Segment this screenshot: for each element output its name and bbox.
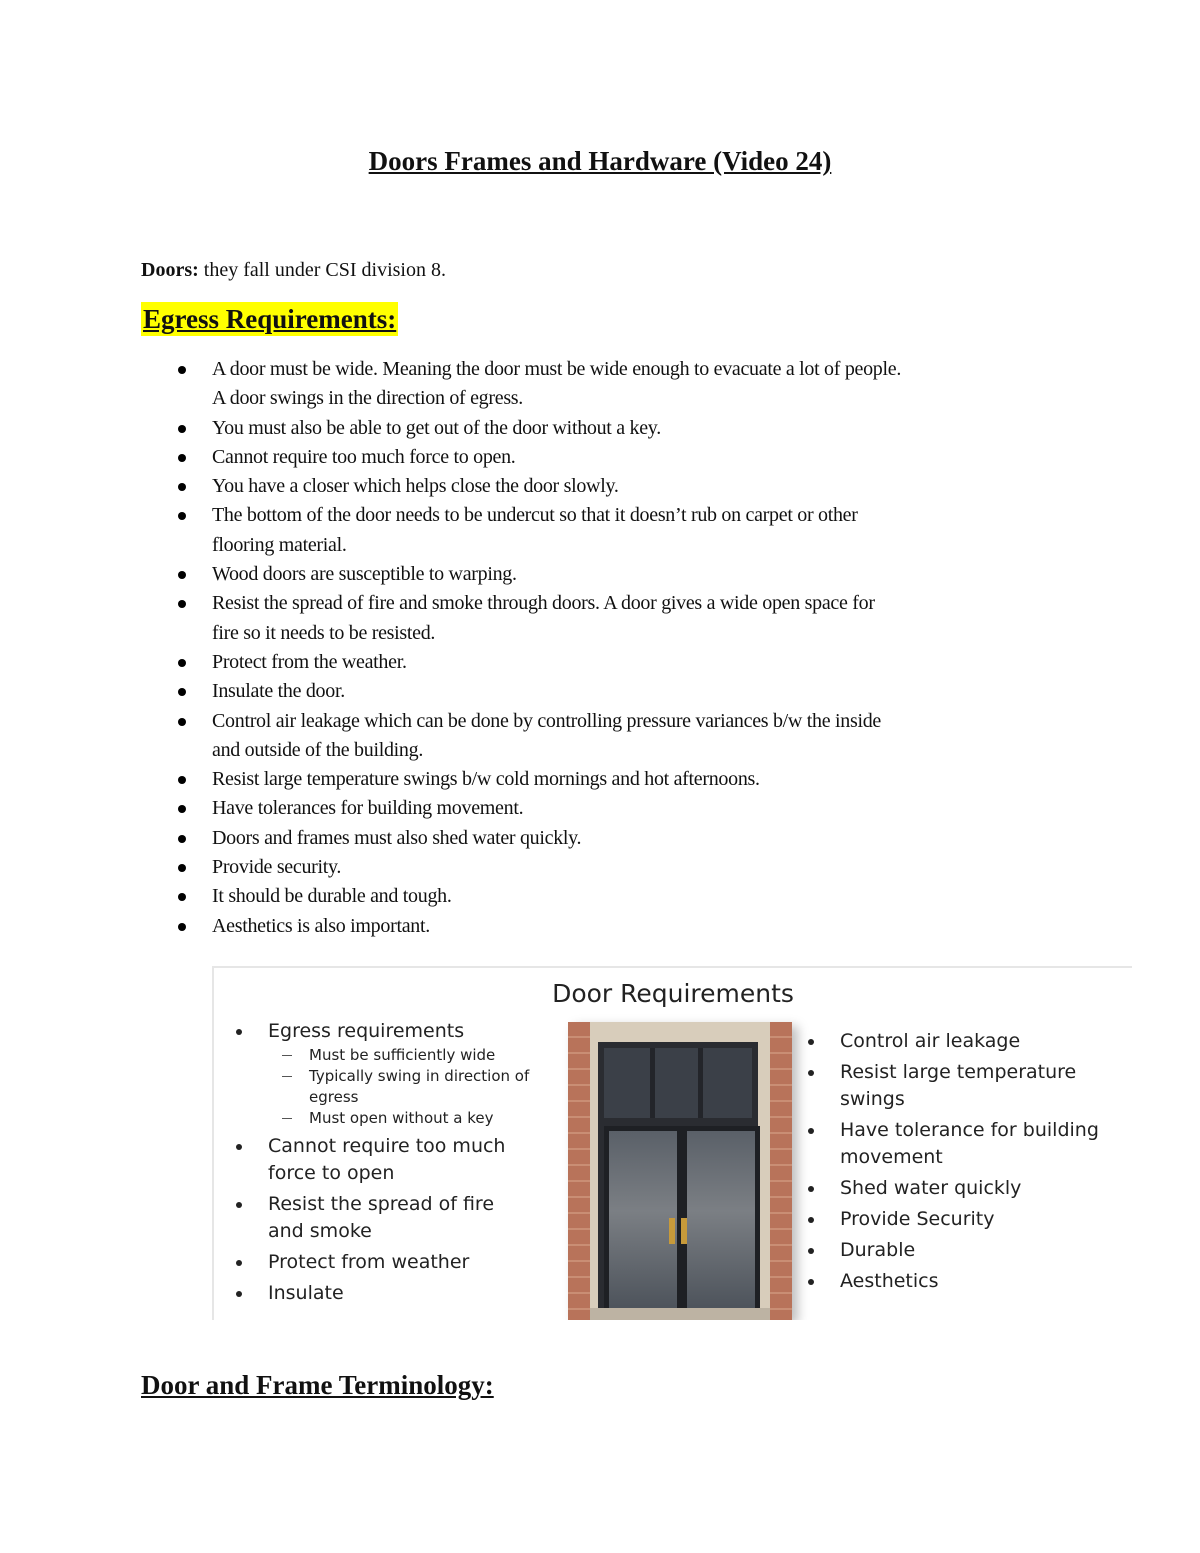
bullet-text: It should be durable and tough. [212, 885, 452, 908]
slide-bullet-item [804, 1237, 1124, 1264]
egress-bullet-item [178, 472, 1058, 501]
bullet-text: Doors and frames must also shed water quickly. [212, 826, 582, 849]
egress-bullet-item [178, 707, 1058, 766]
slide-sub-item [268, 1066, 572, 1108]
bullet-dot-icon [178, 512, 186, 520]
bullet-text: force to open [268, 1162, 395, 1184]
egress-bullet-list [178, 355, 1058, 941]
bullet-text: fire so it needs to be resisted. [212, 621, 436, 644]
slide-bullet-item [804, 1117, 1124, 1171]
slide-title: Door Requirements [552, 979, 794, 1008]
bullet-text: The bottom of the door needs to be undercut so that it doesn’t rub on carpet or other [212, 504, 858, 527]
bullet-dot-icon [178, 893, 186, 901]
bullet-dot-icon [178, 688, 186, 696]
bullet-dot-icon [178, 600, 186, 608]
bullet-text: Control air leakage [840, 1030, 1021, 1052]
bullet-text: movement [840, 1146, 943, 1168]
bullet-text: Protect from weather [268, 1251, 470, 1273]
bullet-text: You must also be able to get out of the door without a key. [212, 416, 661, 439]
egress-bullet-item [178, 443, 1058, 472]
bullet-dot-icon [178, 366, 186, 374]
doors-label: Doors: [141, 259, 199, 281]
bullet-text: A door must be wide. Meaning the door must be wide enough to evacuate a lot of people. [212, 358, 902, 380]
bullet-text: Provide Security [840, 1208, 995, 1230]
bullet-text: Aesthetics [840, 1270, 939, 1292]
door-step [590, 1308, 770, 1320]
bullet-dot-icon [178, 835, 186, 843]
bullet-text: Provide security. [212, 856, 342, 879]
dash-icon [282, 1118, 292, 1119]
slide-sub-item [268, 1045, 572, 1066]
bullet-dot-icon [178, 776, 186, 784]
slide-left-list [232, 1018, 572, 1311]
egress-bullet-item [178, 677, 1058, 706]
bullet-dot-icon [178, 454, 186, 462]
bullet-dot-icon [178, 718, 186, 726]
bullet-text: Insulate the door. [212, 680, 345, 703]
bullet-dot-icon [236, 1144, 242, 1150]
bullet-dot-icon [808, 1279, 814, 1285]
double-door-photo [568, 1022, 792, 1320]
bullet-text: You have a closer which helps close the door slowly. [212, 475, 619, 498]
egress-bullet-item [178, 882, 1058, 911]
slide-bullet-item [804, 1175, 1124, 1202]
brick-wall-right [770, 1022, 792, 1320]
bullet-text: and outside of the building. [212, 738, 424, 761]
bullet-dot-icon [808, 1070, 814, 1076]
bullet-text: Cannot require too much force to open. [212, 445, 516, 468]
bullet-text: Resist large temperature swings b/w cold mornings and hot afternoons. [212, 768, 760, 791]
bullet-text: Aesthetics is also important. [212, 914, 430, 937]
bullet-text: Protect from the weather. [212, 650, 407, 673]
bullet-dot-icon [236, 1291, 242, 1297]
bullet-dot-icon [178, 864, 186, 872]
sub-bullet-text: Must be sufficiently wide [309, 1046, 496, 1064]
bullet-text: Have tolerance for building [840, 1119, 1099, 1141]
page-title: Doors Frames and Hardware (Video 24) [368, 146, 832, 176]
bullet-dot-icon [178, 923, 186, 931]
bullet-dot-icon [808, 1186, 814, 1192]
bullet-text: Egress requirements [268, 1020, 465, 1042]
slide-bullet-item [232, 1249, 572, 1276]
egress-bullet-item [178, 414, 1058, 443]
bullet-dot-icon [808, 1217, 814, 1223]
egress-bullet-item [178, 560, 1058, 589]
bullet-dot-icon [178, 425, 186, 433]
bullet-text: flooring material. [212, 533, 347, 556]
bullet-text: swings [840, 1088, 905, 1110]
egress-heading: Egress Requirements: [143, 304, 397, 334]
bullet-dot-icon [178, 571, 186, 579]
bullet-text: Wood doors are susceptible to warping. [212, 563, 517, 586]
bullet-dot-icon [178, 659, 186, 667]
slide-bullet-item [232, 1133, 572, 1187]
transom-mullion [698, 1048, 703, 1118]
door-requirements-slide [212, 966, 1132, 1320]
door-leaf-right [682, 1126, 760, 1314]
transom-window [604, 1048, 752, 1118]
bullet-text: Have tolerances for building movement. [212, 797, 524, 820]
egress-bullet-item [178, 912, 1058, 941]
bullet-text: Durable [840, 1239, 916, 1261]
bullet-text: Resist the spread of fire and smoke through doors. A door gives a wide open space for [212, 592, 875, 615]
bullet-dot-icon [236, 1260, 242, 1266]
bullet-text: A door swings in the direction of egress. [212, 387, 523, 410]
transom-mullion [650, 1048, 655, 1118]
slide-sub-item [268, 1108, 572, 1129]
slide-bullet-item [804, 1059, 1124, 1113]
bullet-dot-icon [236, 1202, 242, 1208]
egress-bullet-item [178, 589, 1058, 648]
slide-bullet-item [804, 1028, 1124, 1055]
dash-icon [282, 1055, 292, 1056]
slide-bullet-item [804, 1268, 1124, 1295]
slide-bullet-item [232, 1191, 572, 1245]
doors-intro [141, 256, 446, 284]
sub-bullet-text: Must open without a key [309, 1109, 494, 1127]
bullet-dot-icon [808, 1248, 814, 1254]
slide-right-list [804, 1028, 1124, 1299]
egress-bullet-item [178, 501, 1058, 560]
dash-icon [282, 1076, 292, 1077]
terminology-heading: Door and Frame Terminology: [141, 1370, 494, 1400]
brick-wall-left [568, 1022, 590, 1320]
sub-bullet-text: Typically swing in direction of egress [309, 1067, 530, 1106]
bullet-text: Resist large temperature [840, 1061, 1077, 1083]
door-handle-icon [681, 1218, 687, 1244]
bullet-dot-icon [808, 1128, 814, 1134]
egress-bullet-item [178, 853, 1058, 882]
door-handle-icon [669, 1218, 675, 1244]
egress-bullet-item [178, 765, 1058, 794]
egress-bullet-item [178, 794, 1058, 823]
slide-bullet-item [232, 1018, 572, 1129]
egress-bullet-item [178, 355, 1058, 414]
bullet-dot-icon [178, 483, 186, 491]
slide-bullet-item [232, 1280, 572, 1307]
bullet-text: and smoke [268, 1220, 372, 1242]
bullet-text: Cannot require too much [268, 1135, 506, 1157]
bullet-text: Resist the spread of fire [268, 1193, 495, 1215]
slide-bullet-item [804, 1206, 1124, 1233]
bullet-dot-icon [178, 805, 186, 813]
bullet-dot-icon [808, 1039, 814, 1045]
slide-sub-list [268, 1045, 572, 1129]
bullet-text: Insulate [268, 1282, 344, 1304]
egress-bullet-item [178, 824, 1058, 853]
bullet-text: Control air leakage which can be done by controlling pressure variances b/w the inside [212, 709, 881, 732]
egress-bullet-item [178, 648, 1058, 677]
bullet-text: Shed water quickly [840, 1177, 1022, 1199]
bullet-dot-icon [236, 1029, 242, 1035]
doors-text: they fall under CSI division 8. [203, 259, 446, 281]
